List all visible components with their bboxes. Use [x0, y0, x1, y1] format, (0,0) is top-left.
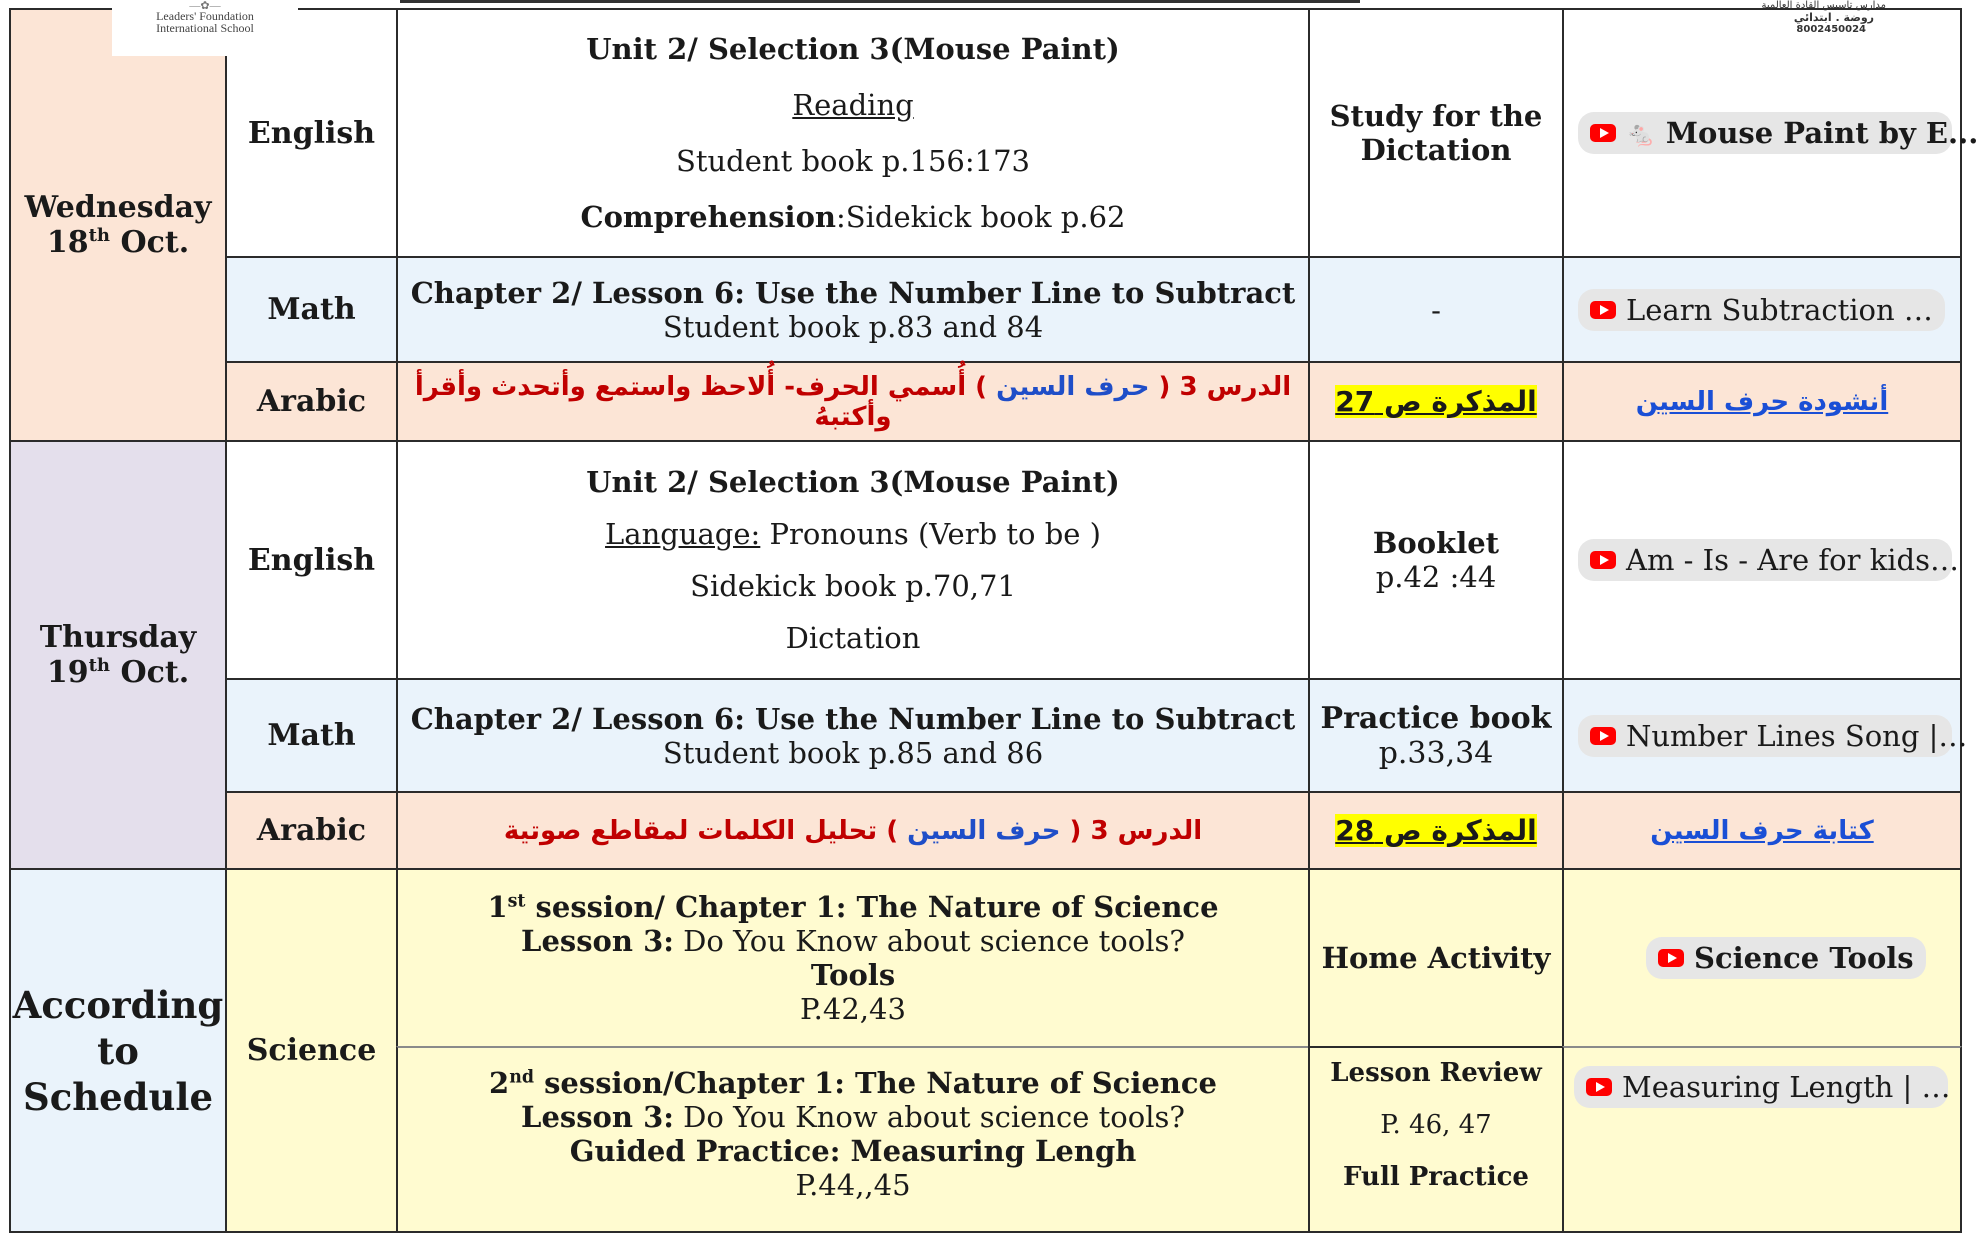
arabic-homework: المذكرة ص 27 — [1335, 385, 1537, 418]
arabic-homework: المذكرة ص 28 — [1335, 814, 1537, 847]
video-cell — [1562, 256, 1962, 363]
day-cell-schedule: According to Schedule — [9, 868, 227, 1233]
day-cell-wednesday — [9, 8, 227, 442]
mouse-thumbnail-icon: 🐁 — [1626, 118, 1656, 148]
homework-cell: Booklet p.42 :44 — [1308, 440, 1564, 680]
lesson-topic: Language: Pronouns (Verb to be ) — [605, 517, 1101, 551]
video-link[interactable]: كتابة حرف السين — [1650, 815, 1874, 846]
video-link[interactable]: Science Tools — [1646, 937, 1926, 979]
session-pages: P.44,,45 — [795, 1168, 911, 1202]
video-link[interactable]: Learn Subtraction … — [1578, 289, 1945, 331]
day-date: 19th Oct. — [46, 655, 190, 690]
school-name-ar-line1: مدارس تأسيس القادة العالمية — [1761, 0, 1886, 11]
lesson-cell — [396, 1046, 1310, 1233]
youtube-icon — [1586, 1078, 1612, 1096]
day-date: 18th Oct. — [46, 225, 190, 260]
lesson-title: Chapter 2/ Lesson 6: Use the Number Line to Subtract — [410, 275, 1296, 310]
school-logo-right — [1716, 0, 1936, 40]
session-topic: Tools — [810, 958, 896, 992]
lesson-cell — [396, 440, 1310, 680]
youtube-icon — [1590, 301, 1616, 319]
video-link[interactable]: Number Lines Song |… — [1578, 715, 1952, 757]
day-name: Wednesday — [24, 190, 212, 225]
video-cell — [1562, 361, 1962, 442]
homework-cell: - — [1308, 256, 1564, 363]
homework-cell — [1308, 361, 1564, 442]
lesson-pages: Student book p.85 and 86 — [662, 735, 1044, 770]
lesson-cell — [396, 791, 1310, 870]
school-name-ar-line2: روضة . ابتدائي — [1793, 11, 1874, 24]
video-cell — [1562, 8, 1978, 258]
arabic-lesson-text: الدرس 3 ( حرف السين ) تحليل الكلمات لمقاطع صوتية — [503, 815, 1203, 846]
lesson-pages: Sidekick book p.70,71 — [690, 569, 1016, 603]
session-title: 1st session/ Chapter 1: The Nature of Science — [487, 890, 1219, 924]
subject-math: Math — [225, 678, 398, 793]
youtube-icon — [1590, 124, 1616, 142]
session-title: 2nd session/Chapter 1: The Nature of Science — [489, 1066, 1217, 1100]
youtube-icon — [1590, 551, 1616, 569]
lesson-comprehension: Comprehension:Sidekick book p.62 — [580, 200, 1126, 234]
video-cell — [1562, 1046, 1962, 1233]
homework-cell: Study for the Dictation — [1308, 8, 1564, 258]
lesson-topic: Reading — [792, 88, 914, 122]
video-cell — [1562, 678, 1968, 793]
session-topic: Guided Practice: Measuring Lengh — [569, 1134, 1137, 1168]
top-divider — [400, 0, 1360, 3]
lesson-cell — [396, 256, 1310, 363]
video-cell — [1562, 791, 1962, 870]
subject-english: English — [225, 8, 398, 258]
homework-cell: Practice book p.33,34 — [1308, 678, 1564, 793]
school-name-en-line1: Leaders' Foundation — [156, 9, 254, 23]
subject-english: English — [225, 440, 398, 680]
lesson-title: Chapter 2/ Lesson 6: Use the Number Line to Subtract — [410, 701, 1296, 736]
lesson-cell — [396, 8, 1310, 258]
homework-cell: Home Activity — [1308, 868, 1564, 1048]
school-name-en-line2: International School — [156, 21, 254, 35]
lesson-title: Unit 2/ Selection 3(Mouse Paint) — [586, 465, 1120, 499]
lesson-cell — [396, 678, 1310, 793]
lesson-cell — [396, 361, 1310, 442]
video-link[interactable]: 🐁 Mouse Paint by E... — [1578, 112, 1952, 154]
video-link[interactable]: Measuring Length | … — [1574, 1066, 1948, 1108]
subject-arabic: Arabic — [225, 361, 398, 442]
youtube-icon — [1590, 727, 1616, 745]
lesson-pages: Student book p.156:173 — [675, 144, 1030, 178]
session-lesson: Lesson 3: Do You Know about science tools? — [521, 924, 1185, 958]
day-name: Thursday — [39, 620, 197, 655]
homework-cell: Lesson Review P. 46, 47 Full Practice — [1308, 1046, 1564, 1233]
subject-science: Science — [225, 868, 398, 1233]
video-cell — [1562, 440, 1962, 680]
arabic-lesson-text: الدرس 3 ( حرف السين ) أُسمي الحرف- أُلاحظ واستمع وأتحدث وأقرأ وأكتبهُ — [414, 371, 1292, 432]
logo-mark-icon: —✿— — [189, 0, 221, 12]
school-logo-left — [112, 0, 298, 56]
lesson-pages: Student book p.83 and 84 — [662, 309, 1044, 344]
school-phone: 8002450024 — [1796, 24, 1866, 35]
session-pages: P.42,43 — [800, 992, 906, 1026]
video-cell — [1562, 868, 1962, 1048]
video-link[interactable]: Am - Is - Are for kids… — [1578, 539, 1952, 581]
lesson-cell — [396, 868, 1310, 1048]
lesson-dictation: Dictation — [785, 621, 921, 655]
homework-cell — [1308, 791, 1564, 870]
session-lesson: Lesson 3: Do You Know about science tools? — [521, 1100, 1185, 1134]
lesson-title: Unit 2/ Selection 3(Mouse Paint) — [586, 32, 1120, 66]
subject-arabic: Arabic — [225, 791, 398, 870]
subject-math: Math — [225, 256, 398, 363]
video-link[interactable]: أنشودة حرف السين — [1635, 386, 1889, 417]
youtube-icon — [1658, 949, 1684, 967]
day-cell-thursday — [9, 440, 227, 870]
